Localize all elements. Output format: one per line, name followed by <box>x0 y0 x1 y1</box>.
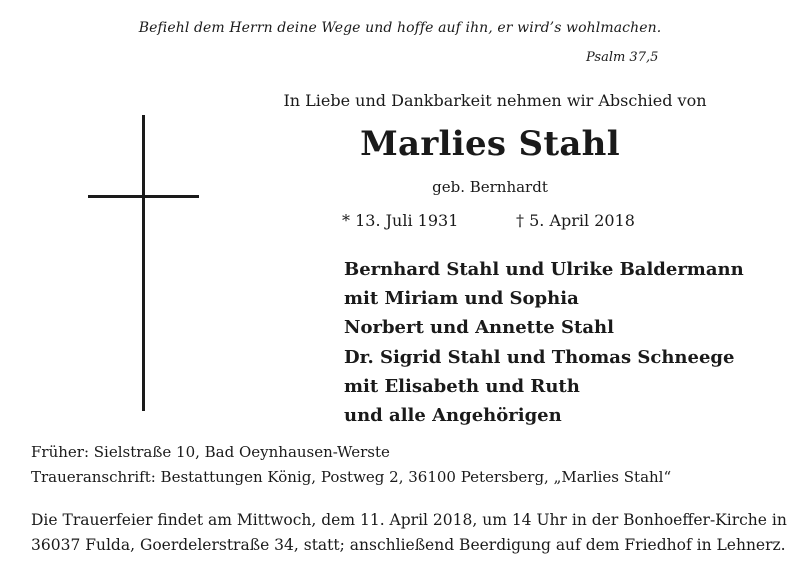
ceremony-notice <box>31 508 787 558</box>
death-date: † 5. April 2018 <box>516 211 635 230</box>
verse-reference: Psalm 37,5 <box>586 50 659 65</box>
mourner-line: Bernhard Stahl und Ulrike Baldermann <box>344 259 744 280</box>
mourner-line: Dr. Sigrid Stahl und Thomas Schneege <box>344 346 735 368</box>
mourners-list <box>344 255 744 430</box>
ceremony-line: 36037 Fulda, Goerdelerstraße 34, statt; anschließend Beerdigung auf dem Friedhof in Lehnerz. <box>31 536 786 554</box>
mourner-line: mit Elisabeth und Ruth <box>344 375 580 397</box>
former-address: Früher: Sielstraße 10, Bad Oeynhausen-Werste <box>31 443 390 461</box>
maiden-name: geb. Bernhardt <box>432 178 548 196</box>
mourner-line: mit Miriam und Sophia <box>344 288 579 310</box>
mourning-address: Traueranschrift: Bestattungen König, Postweg 2, 36100 Petersberg, „Marlies Stahl“ <box>31 468 672 486</box>
intro-text: In Liebe und Dankbarkeit nehmen wir Abschied von <box>283 91 707 110</box>
ceremony-line: Die Trauerfeier findet am Mittwoch, dem 11. April 2018, um 14 Uhr in der Bonhoeffer-Kirche in <box>31 511 787 529</box>
deceased-name: Marlies Stahl <box>360 124 620 164</box>
birth-date: * 13. Juli 1931 <box>342 211 459 230</box>
mourner-line: und alle Angehörigen <box>344 405 562 427</box>
mourner-line: Norbert und Annette Stahl <box>344 317 614 339</box>
bible-verse: Befiehl dem Herrn deine Wege und hoffe auf ihn, er wird’s wohlmachen. <box>138 20 662 36</box>
